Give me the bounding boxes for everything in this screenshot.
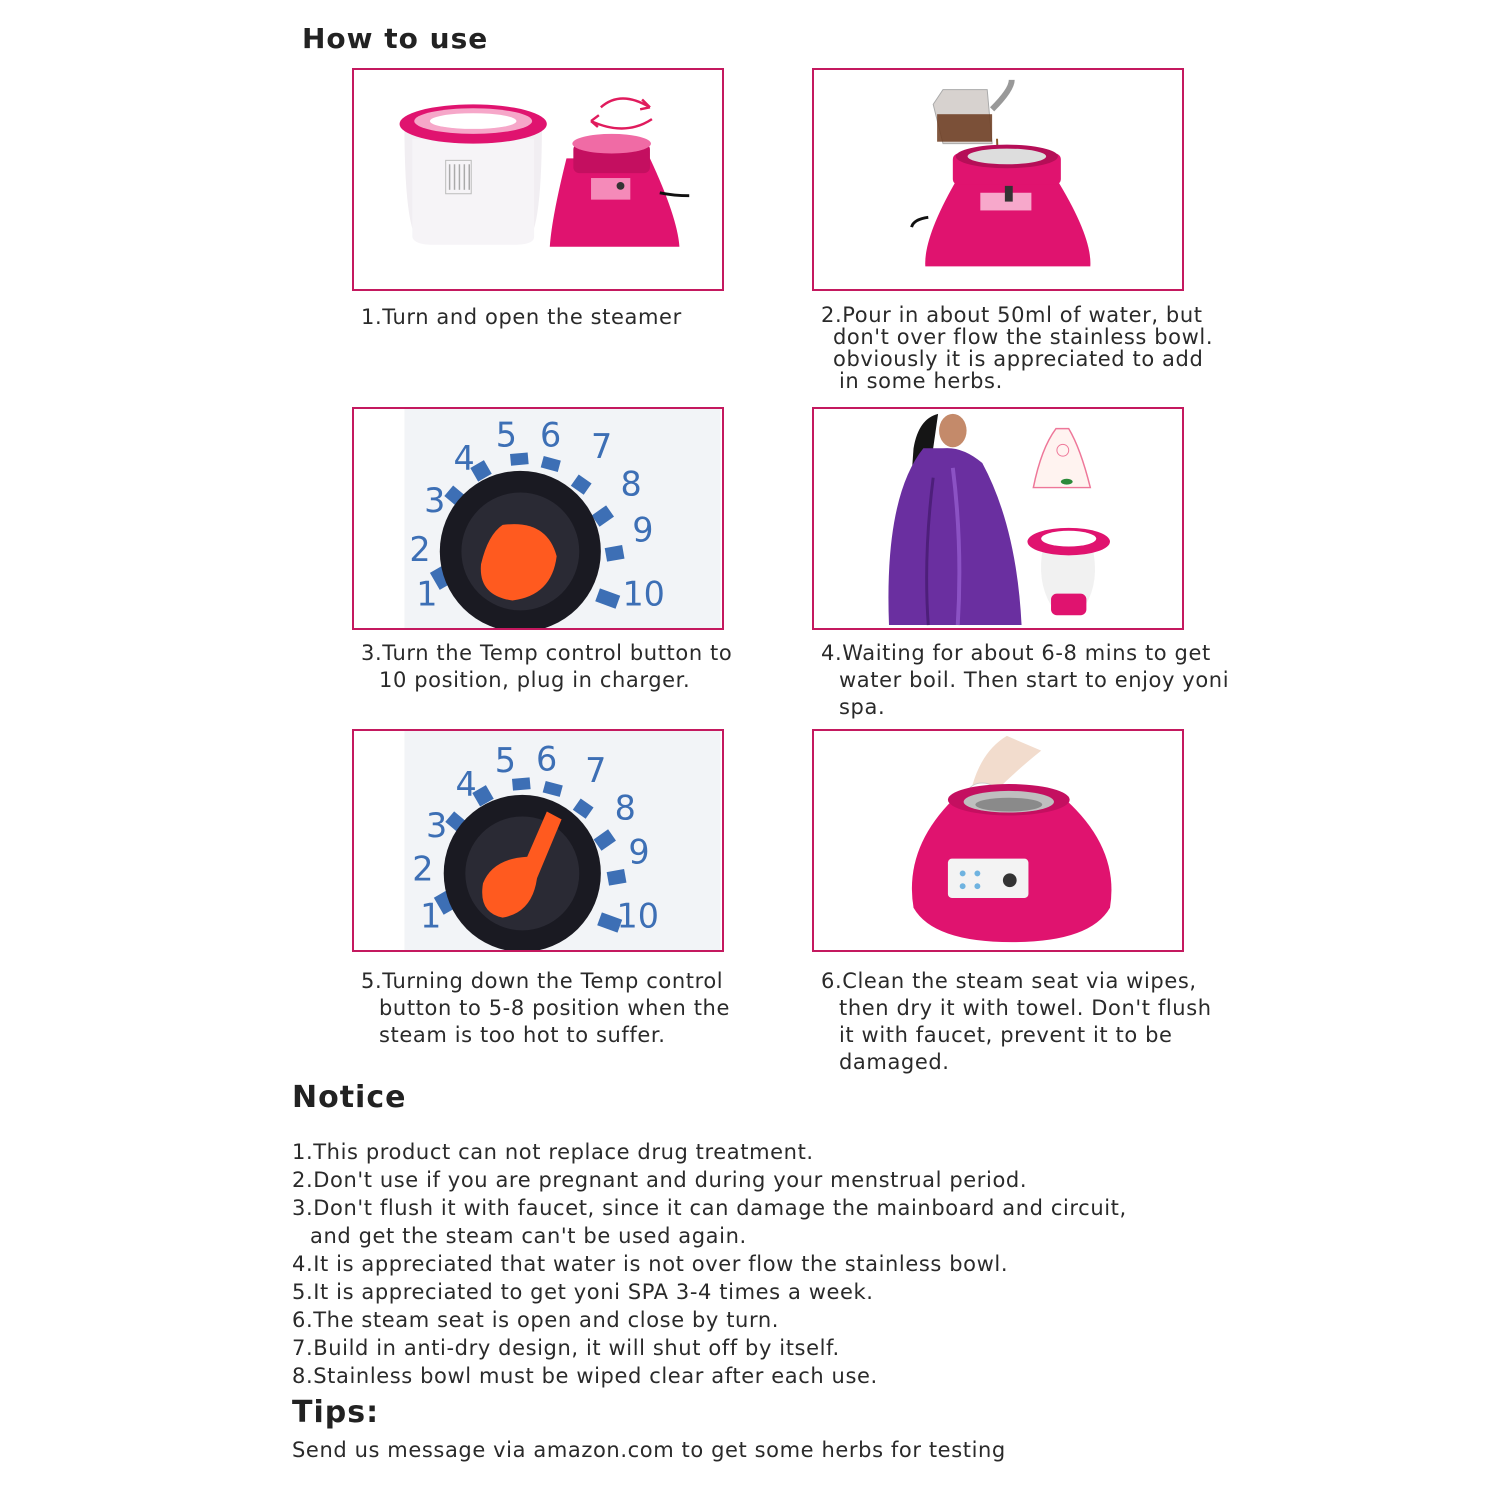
dial-number-8: 8: [614, 788, 636, 828]
dial-number-6: 6: [539, 415, 562, 455]
step-6-line-4: damaged.: [839, 1050, 950, 1074]
dial-number-3: 3: [426, 806, 448, 846]
dial-number-3: 3: [424, 481, 446, 521]
notice-item: 8.Stainless bowl must be wiped clear after each use.: [292, 1364, 878, 1388]
dial-number-7: 7: [591, 427, 613, 467]
step-5-image: [352, 729, 724, 952]
step-4-caption: [821, 640, 1229, 721]
dial-number-1: 1: [416, 574, 438, 614]
step-2-line-1: 2.Pour in about 50ml of water, but: [821, 303, 1203, 327]
steamer-open-illustration: [354, 70, 722, 289]
step-4-line-1: 4.Waiting for about 6-8 mins to get: [821, 641, 1211, 665]
notice-heading: Notice: [292, 1080, 407, 1115]
step-2-line-4: in some herbs.: [839, 369, 1003, 393]
step-3-image: [352, 407, 724, 630]
step-4-line-3: spa.: [839, 695, 886, 719]
dial-number-10: 10: [616, 896, 660, 936]
step-5-line-3: steam is too hot to suffer.: [379, 1023, 666, 1047]
dial-number-9: 9: [628, 832, 650, 872]
pour-water-illustration: [814, 70, 1182, 289]
step-2-image: [812, 68, 1184, 291]
notice-item: 5.It is appreciated to get yoni SPA 3-4 times a week.: [292, 1280, 874, 1304]
step-3-caption: [361, 640, 732, 694]
step-6-caption: [821, 968, 1212, 1076]
dial-at-5-8-illustration: [354, 731, 722, 950]
dial-number-4: 4: [453, 438, 475, 478]
dial-at-10-illustration: [354, 409, 722, 628]
dial-number-4: 4: [455, 764, 477, 804]
step-1-image: [352, 68, 724, 291]
step-1-line-1: 1.Turn and open the steamer: [361, 305, 682, 329]
step-2-line-2: don't over flow the stainless bowl.: [833, 325, 1214, 349]
step-1-caption: [361, 304, 682, 331]
notice-item: 3.Don't flush it with faucet, since it can damage the mainboard and circuit,: [292, 1196, 1127, 1220]
notice-item: 1.This product can not replace drug treatment.: [292, 1140, 814, 1164]
tips-text: Send us message via amazon.com to get some herbs for testing: [292, 1438, 1006, 1462]
step-6-image: [812, 729, 1184, 952]
step-2-line-3: obviously it is appreciated to add: [833, 347, 1204, 371]
notice-item: 7.Build in anti-dry design, it will shut off by itself.: [292, 1336, 840, 1360]
step-5-caption: [361, 968, 730, 1049]
step-5-line-1: 5.Turning down the Temp control: [361, 969, 724, 993]
cleaning-bowl-illustration: [814, 731, 1182, 950]
step-4-image: [812, 407, 1184, 630]
notice-item: 6.The steam seat is open and close by turn.: [292, 1308, 780, 1332]
dial-number-5: 5: [494, 741, 517, 781]
dial-number-2: 2: [409, 530, 431, 570]
step-2-caption: [821, 304, 1213, 392]
notice-item-continuation: and get the steam can't be used again.: [310, 1224, 747, 1248]
tips-heading: Tips:: [292, 1395, 380, 1430]
step-4-line-2: water boil. Then start to enjoy yoni: [839, 668, 1230, 692]
dial-number-9: 9: [632, 510, 654, 550]
how-to-use-heading: How to use: [302, 22, 489, 55]
dial-number-1: 1: [420, 896, 442, 936]
dial-number-10: 10: [622, 574, 665, 614]
dial-number-5: 5: [495, 415, 518, 455]
step-6-line-2: then dry it with towel. Don't flush: [839, 996, 1212, 1020]
step-3-line-2: 10 position, plug in charger.: [379, 668, 691, 692]
dial-number-7: 7: [585, 751, 607, 791]
step-3-line-1: 3.Turn the Temp control button to: [361, 641, 733, 665]
notice-item: 2.Don't use if you are pregnant and during your menstrual period.: [292, 1168, 1028, 1192]
woman-in-gown-illustration: [814, 409, 1182, 628]
notice-item: 4.It is appreciated that water is not over flow the stainless bowl.: [292, 1252, 1009, 1276]
notice-list: [292, 1138, 1127, 1390]
dial-number-8: 8: [620, 464, 642, 504]
step-6-line-1: 6.Clean the steam seat via wipes,: [821, 969, 1197, 993]
step-5-line-2: button to 5-8 position when the: [379, 996, 730, 1020]
dial-number-2: 2: [412, 849, 434, 889]
step-6-line-3: it with faucet, prevent it to be: [839, 1023, 1173, 1047]
dial-number-6: 6: [536, 739, 558, 779]
